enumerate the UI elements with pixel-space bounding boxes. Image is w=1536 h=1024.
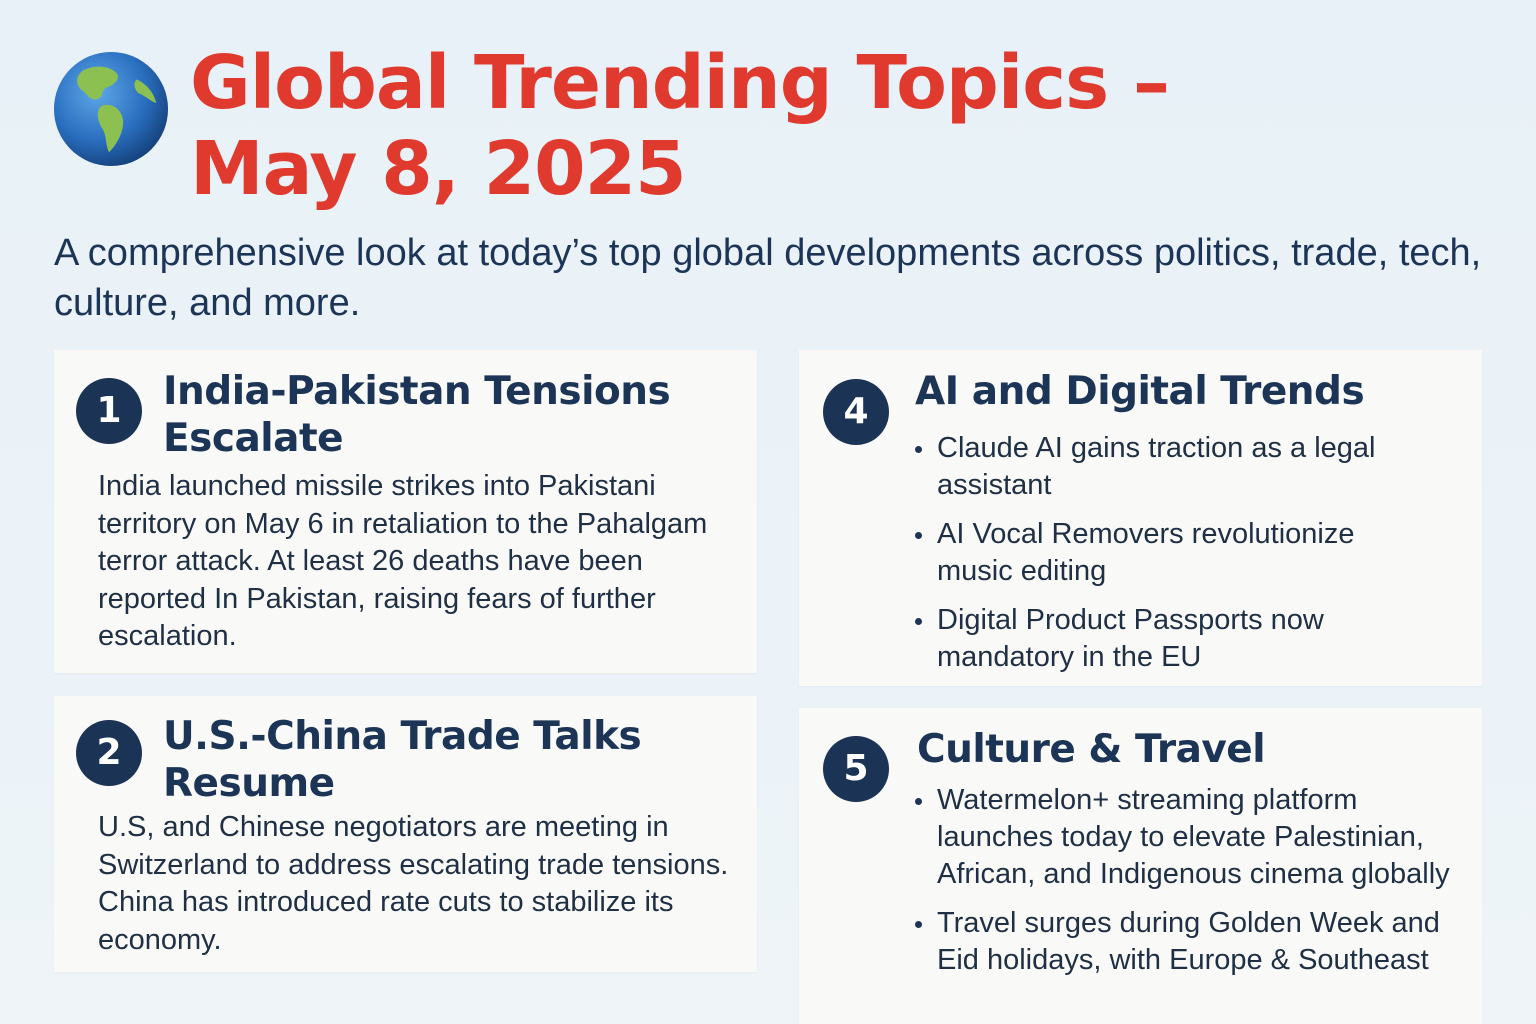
topic-number-badge: 4 [823, 379, 889, 445]
topic-body: U.S, and Chinese negotiators are meeting in Switzerland to address escalating trade tensions. China has introduced rate cuts to stabilize its economy. [98, 811, 729, 956]
page-subtitle: A comprehensive look at today’s top global developments across politics, trade, tech, culture, and more. [54, 232, 1482, 324]
topic-bullet-list [915, 782, 1470, 991]
topic-bullet-list [915, 430, 1425, 688]
bullet-item: Watermelon+ streaming platform launches today to elevate Palestinian, African, and Indigenous cinema globally [915, 782, 1470, 893]
bullet-item: Travel surges during Golden Week and Eid holidays, with Europe & Southeast [915, 905, 1470, 979]
topic-card-india-pakistan [54, 350, 757, 673]
topic-card-ai-digital [799, 350, 1482, 686]
topic-title: U.S.-China Trade Talks Resume [163, 714, 642, 806]
topic-card-culture-travel [799, 708, 1482, 1024]
topic-title: AI and Digital Trends [915, 369, 1365, 414]
page-title: Global Trending Topics – May 8, 2025 [190, 40, 1169, 212]
topic-card-us-china [54, 696, 757, 972]
globe-icon [52, 50, 170, 168]
topic-number-badge: 5 [823, 736, 889, 802]
bullet-item: Digital Product Passports now mandatory in the EU [915, 602, 1425, 676]
bullet-item: AI Vocal Removers revolutionize music editing [915, 516, 1425, 590]
topic-title: India-Pakistan Tensions Escalate [163, 369, 671, 461]
topic-body: India launched missile strikes into Pakistani territory on May 6 in retaliation to the Pahalgam terror attack. At least 26 deaths have been reported In Pakistan, raising fears of further escalation. [98, 470, 708, 652]
topic-title: Culture & Travel [917, 727, 1266, 772]
topic-number-badge: 1 [76, 378, 142, 444]
topic-number-badge: 2 [76, 720, 142, 786]
bullet-item: Claude AI gains traction as a legal assistant [915, 430, 1425, 504]
